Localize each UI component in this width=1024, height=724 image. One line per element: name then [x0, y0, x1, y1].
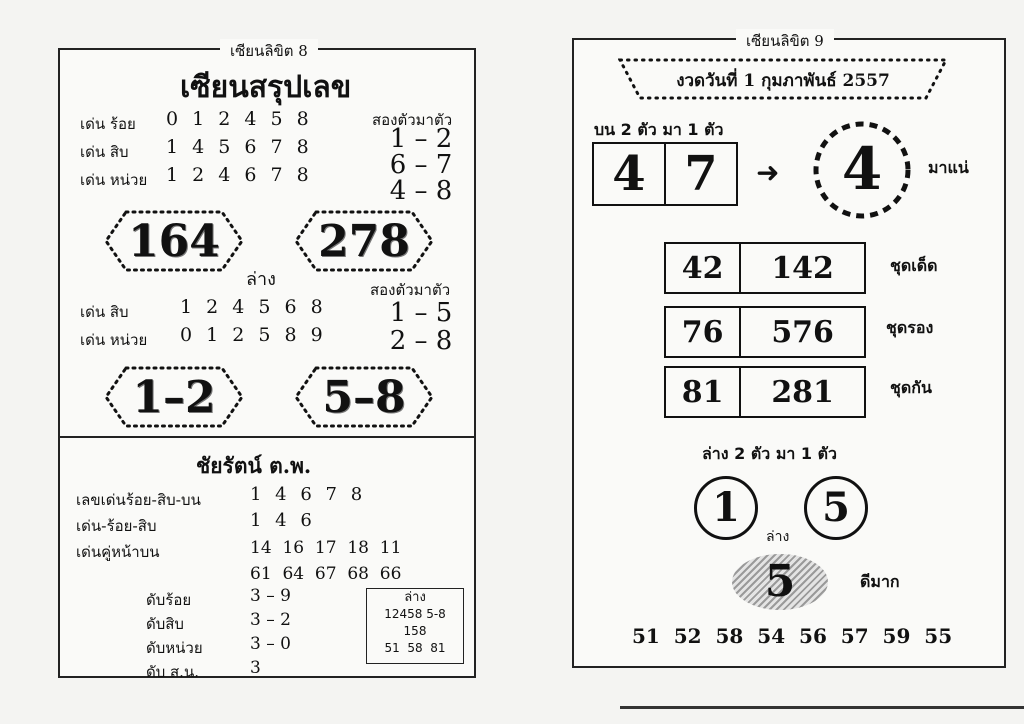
hex-number: 278: [318, 215, 410, 267]
circle-badge: [694, 476, 758, 540]
hex-number: 164: [128, 215, 220, 267]
dap-label: ดับสิบ: [146, 615, 184, 633]
upper-row-digits: 1 2 4 6 7 8: [166, 164, 313, 186]
set-a: 81: [666, 368, 741, 416]
inset-line: 12458 5-8: [384, 607, 446, 621]
dashed-circle: [812, 120, 912, 220]
upper-pair: 1 – 2: [389, 124, 453, 154]
dap-label: ดับ ส.น.: [146, 663, 199, 681]
lower-row-digits: 1 2 4 5 6 8: [180, 296, 327, 318]
date-banner-text: งวดวันที่ 1 กุมภาพันธ์ 2557: [676, 71, 890, 91]
hatched-oval-digit: 5: [764, 556, 796, 607]
dap-value: 3: [250, 658, 261, 678]
lower-row-digits: 0 1 2 5 8 9: [180, 324, 327, 346]
upper-digit: 4: [594, 144, 666, 204]
set-b: 142: [771, 250, 834, 286]
s2-row-value: 61 64 67 68 66: [250, 564, 402, 584]
arrow-icon: ➜: [756, 156, 780, 189]
left-panel: [58, 42, 476, 681]
set-label: ชุดกัน: [890, 378, 932, 397]
lower-title: ล่าง 2 ตัว มา 1 ตัว: [702, 444, 837, 463]
lower-row-label: เด่น สิบ: [80, 303, 129, 321]
upper-digit: 7: [684, 146, 718, 202]
upper-row-label: เด่น หน่วย: [80, 171, 148, 189]
lower-pair: 2 – 8: [389, 326, 453, 356]
upper-pair: 4 – 8: [389, 176, 453, 206]
s2-row-label: เด่นคู่หน้าบน: [76, 543, 160, 561]
upper-pairs-title: สองตัวมาตัว: [372, 111, 453, 129]
bottom-rule: [620, 706, 1024, 709]
lower-pairs-title: สองตัวมาตัว: [370, 281, 451, 299]
s2-row-value: 14 16 17 18 11: [250, 538, 402, 558]
hex-number: 1–2: [132, 371, 216, 423]
dap-value: 3 – 9: [250, 586, 291, 606]
upper-digit-box: [592, 142, 738, 206]
circle-badge-digit: 5: [822, 484, 850, 531]
circle-digit: 4: [841, 135, 883, 203]
circle-note: มาแน่: [928, 158, 969, 177]
dap-value: 3 – 0: [250, 634, 291, 654]
lower-row-label: เด่น หน่วย: [80, 331, 148, 349]
s2-row-label: เด่น-ร้อย-สิบ: [76, 517, 157, 535]
inset-line: 51 58 81: [384, 641, 446, 655]
s2-row-label: เลขเด่นร้อย-สิบ-บน: [76, 491, 201, 509]
right-page-label: เซียนลิขิต 9: [736, 29, 834, 53]
circle-badge: [804, 476, 868, 540]
upper-row-digits: 0 1 2 4 5 8: [166, 108, 313, 130]
left-page-label: เซียนลิขิต 8: [220, 39, 318, 63]
set-box: [664, 366, 866, 418]
circle-badge-digit: 1: [712, 484, 740, 531]
hatched-oval: [732, 554, 828, 610]
set-label: ชุดรอง: [886, 318, 934, 337]
set-b: 281: [771, 374, 834, 410]
upper-title: บน 2 ตัว มา 1 ตัว: [594, 120, 724, 139]
upper-row-label: เด่น สิบ: [80, 143, 129, 161]
hex-number: 5–8: [322, 371, 406, 423]
lower-note: ดีมาก: [860, 572, 900, 591]
dap-label: ดับร้อย: [146, 591, 192, 609]
s2-row-value: 1 4 6: [250, 510, 316, 531]
section-divider: [60, 436, 474, 438]
hex-badge: [104, 366, 244, 428]
set-label: ชุดเด็ด: [890, 256, 938, 275]
right-panel: [572, 32, 1006, 668]
s2-row-value: 1 4 6 7 8: [250, 484, 367, 505]
upper-row-digits: 1 4 5 6 7 8: [166, 136, 313, 158]
hex-badge: [104, 210, 244, 272]
date-banner: [618, 58, 948, 100]
lower-inset-box: [366, 588, 464, 664]
dap-value: 3 – 2: [250, 610, 291, 630]
lower-title: ล่าง: [246, 269, 276, 290]
section2-title: ชัยรัตน์ ต.พ.: [196, 453, 312, 478]
lower-pair: 1 – 5: [389, 298, 453, 328]
lower-sub-label: ล่าง: [766, 529, 790, 545]
set-a: 42: [666, 244, 741, 292]
upper-row-label: เด่น ร้อย: [80, 115, 136, 133]
upper-pair: 6 – 7: [389, 150, 453, 180]
hex-badge: [294, 210, 434, 272]
dap-label: ดับหน่วย: [146, 639, 203, 657]
hex-badge: [294, 366, 434, 428]
left-heading: เซียนสรุปเลข: [180, 70, 352, 105]
bottom-numbers: 51 52 58 54 56 57 59 55: [632, 624, 953, 648]
set-b: 576: [771, 314, 834, 350]
set-a: 76: [666, 308, 741, 356]
set-box: [664, 242, 866, 294]
set-box: [664, 306, 866, 358]
inset-line: 158: [403, 624, 427, 638]
inset-title: ล่าง: [404, 590, 426, 605]
